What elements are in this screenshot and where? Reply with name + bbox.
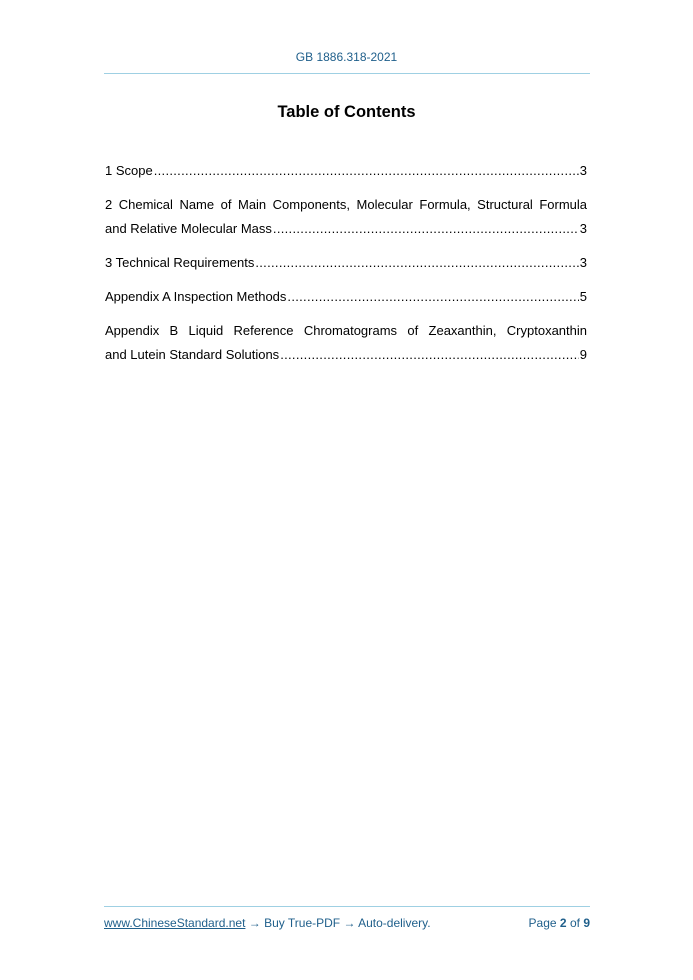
page-of-label: of [569,916,580,930]
footer-rule [104,906,590,907]
page-indicator [529,916,590,930]
footer-tagline: → Buy True-PDF → Auto-delivery. [245,916,431,930]
toc-page-number: 3 [579,163,587,178]
table-of-contents [105,159,587,377]
toc-leader-dots [273,217,579,241]
toc-page-number: 9 [579,347,587,362]
header-rule [104,73,590,74]
toc-entry-technical-requirements[interactable] [105,251,587,275]
toc-entry-label-continued: and Lutein Standard Solutions [105,347,280,362]
document-header-code: GB 1886.318-2021 [295,50,398,64]
toc-entry-label: 2 Chemical Name of Main Components, Molecular Formula, Structural Formula [105,197,587,212]
page-total: 9 [583,916,590,930]
toc-entry-chemical-name[interactable] [105,193,587,241]
toc-entry-label: Appendix B Liquid Reference Chromatograms of Zeaxanthin, Cryptoxanthin [105,323,587,338]
site-link[interactable]: www.ChineseStandard.net [104,916,246,930]
toc-page-number: 3 [579,221,587,236]
toc-page-number: 5 [579,289,587,304]
toc-leader-dots [255,251,578,275]
toc-entry-scope[interactable] [105,159,587,183]
toc-entry-label: 1 Scope [105,163,153,178]
page-footer [104,916,590,930]
toc-leader-dots [154,159,579,183]
toc-entry-appendix-a[interactable] [105,285,587,309]
toc-entry-label-continued: and Relative Molecular Mass [105,221,272,236]
toc-entry-label: Appendix A Inspection Methods [105,289,287,304]
toc-leader-dots [287,285,578,309]
toc-entry-appendix-b[interactable] [105,319,587,367]
toc-page-number: 3 [579,255,587,270]
page-label: Page [528,916,557,930]
toc-entry-label: 3 Technical Requirements [105,255,255,270]
footer-left [104,916,431,930]
page-current: 2 [559,916,567,930]
toc-leader-dots [280,343,579,367]
page-title: Table of Contents [277,103,416,121]
